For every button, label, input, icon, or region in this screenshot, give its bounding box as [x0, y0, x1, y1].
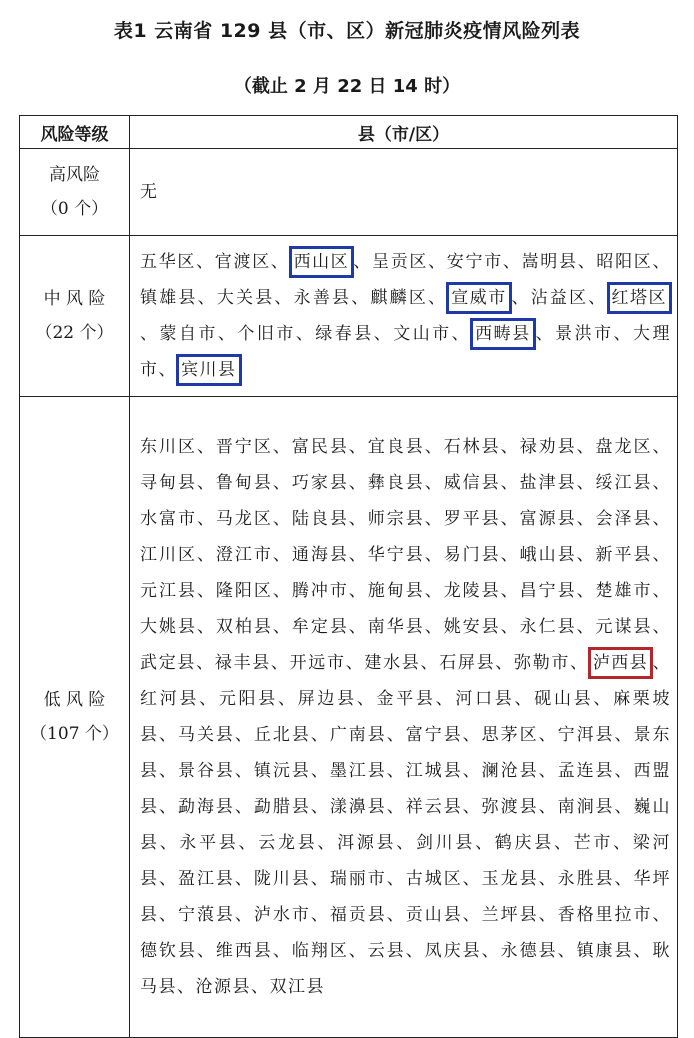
level-cell-low [20, 397, 130, 1038]
counties-cell-low [130, 397, 678, 1038]
level-label-low: 低 风 险 [43, 690, 106, 710]
row-high-risk [20, 149, 678, 236]
risk-table [19, 115, 678, 1038]
highlighted-county: 泸西县 [588, 647, 654, 679]
county-list-text: 、沾益区、 [510, 288, 608, 308]
header-risk-level: 风险等级 [20, 116, 130, 149]
counties-cell-medium [130, 236, 678, 397]
county-list-text: 五华区、官渡区、 [140, 252, 290, 272]
highlighted-county: 西山区 [289, 246, 355, 278]
county-list-text: 、蒙自市、个旧市、绿春县、文山市、 [140, 324, 472, 344]
county-list-text: 东川区、晋宁区、富民县、宜良县、石林县、禄劝县、盘龙区、寻甸县、鲁甸县、巧家县、彝良县、威信县、盐津县、绥江县、水富市、马龙区、陆良县、师宗县、罗平县、富源县、会泽县、江川区、澄江市、通海县、华宁县、易门县、峨山县、新平县、元江县、隆阳区、腾冲市、施甸县、龙陵县、昌宁县、楚雄市、大姚县、双柏县、牟定县、南华县、姚安县、永仁县、元谋县、武定县、禄丰县、开远市、建水县、石屏县、弥勒市、 [140, 437, 671, 673]
header-counties: 县（市/区） [130, 116, 678, 149]
highlighted-county: 宣威市 [446, 282, 512, 314]
level-cell-high [20, 149, 130, 236]
table-subtitle: （截止 2 月 22 日 14 时） [233, 76, 461, 97]
level-count-medium: （22 个） [35, 323, 114, 343]
table-header-row [20, 116, 678, 149]
table-title: 表1 云南省 129 县（市、区）新冠肺炎疫情风险列表 [113, 20, 581, 42]
level-count-high: （0 个） [40, 199, 109, 219]
level-cell-medium [20, 236, 130, 397]
county-list-text: 、呈贡区、安宁市、嵩明县、昭阳区、镇雄县、大关县、永善县、麒麟区、 [140, 252, 672, 308]
county-list-text: 、红河县、元阳县、屏边县、金平县、河口县、砚山县、麻栗坡县、马关县、丘北县、广南县、富宁县、思茅区、宁洱县、景东县、景谷县、镇沅县、墨江县、江城县、澜沧县、孟连县、西盟县、勐海县、勐腊县、漾濞县、祥云县、弥渡县、南涧县、巍山县、永平县、云龙县、洱源县、剑川县、鹤庆县、芒市、梁河县、盈江县、陇川县、瑞丽市、古城区、玉龙县、永胜县、华坪县、宁蒗县、泸水市、福贡县、贡山县、兰坪县、香格里拉市、德钦县、维西县、临翔区、云县、凤庆县、永德县、镇康县、耿马县、沧源县、双江县 [140, 653, 672, 997]
level-label-high: 高风险 [49, 165, 100, 185]
county-list-text: 无 [140, 182, 159, 202]
highlighted-county: 宾川县 [176, 354, 242, 386]
highlighted-county: 红塔区 [607, 282, 673, 314]
row-low-risk [20, 397, 678, 1038]
highlighted-county: 西畴县 [470, 318, 536, 350]
level-count-low: （107 个） [30, 724, 119, 744]
level-label-medium: 中 风 险 [43, 289, 106, 309]
county-list-text: 、景洪市、大理市、 [140, 324, 672, 380]
row-medium-risk [20, 236, 678, 397]
counties-cell-high [130, 149, 678, 236]
